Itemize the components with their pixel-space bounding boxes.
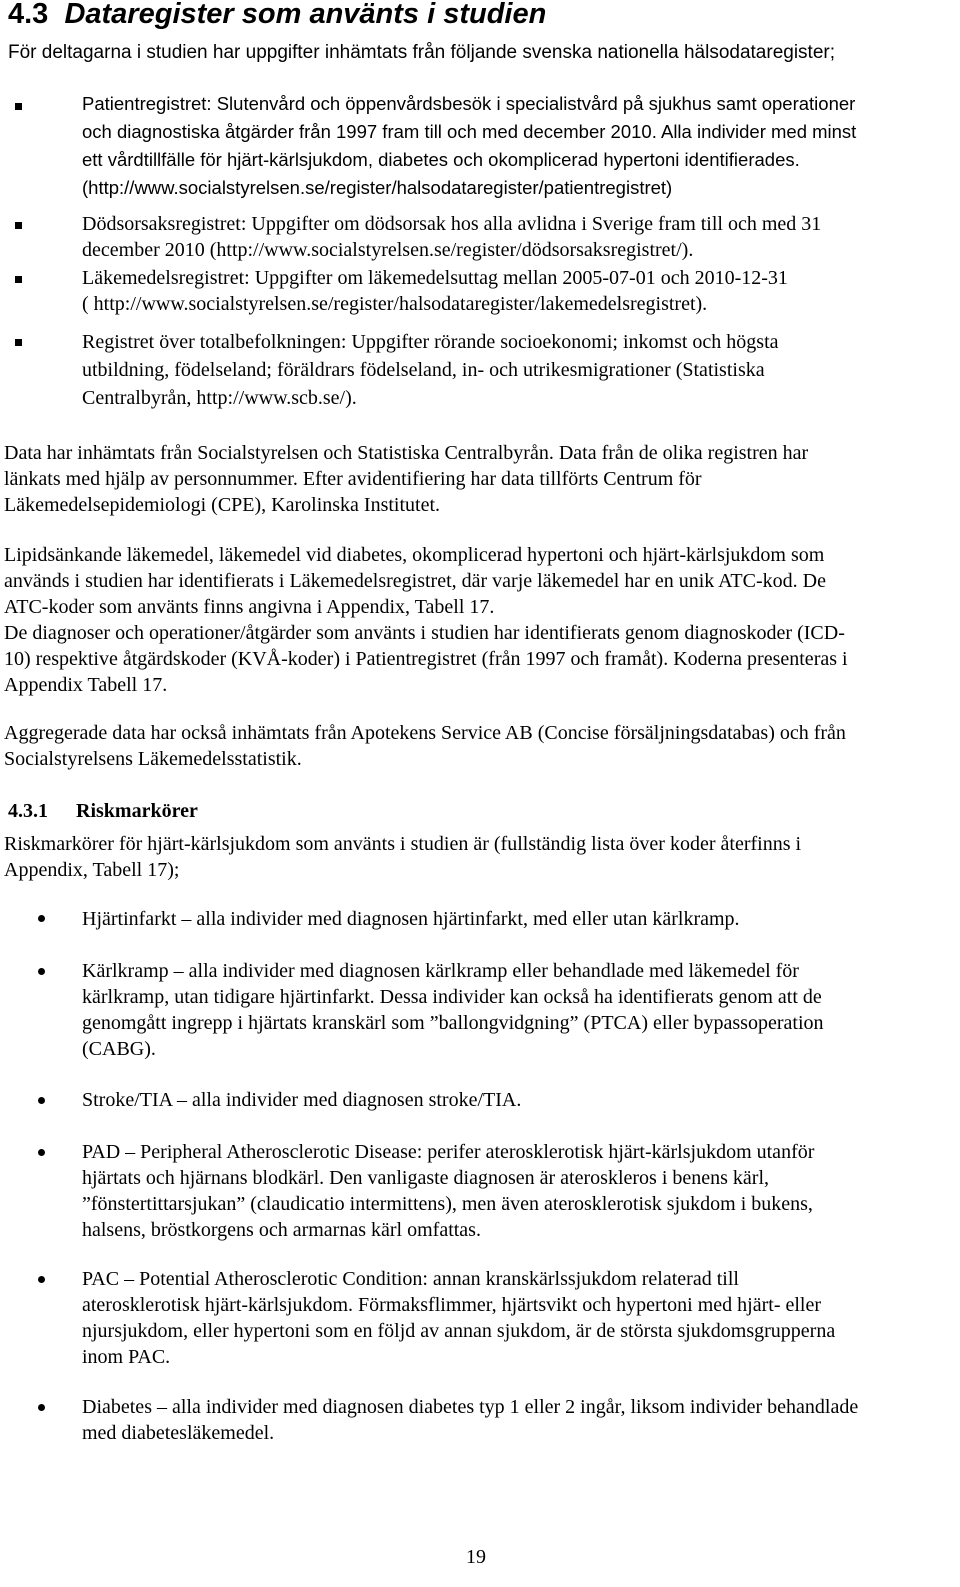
bullet-dot-icon xyxy=(38,1149,45,1156)
paragraph-atc-codes xyxy=(4,542,848,698)
bullet-dot-icon xyxy=(38,915,45,922)
bullet-dot-icon xyxy=(38,968,45,975)
section-heading xyxy=(8,0,546,31)
risk-line: hjärtats och hjärnans blodkärl. Den vanligaste diagnosen är ateroskleros i benens kärl, xyxy=(82,1167,770,1189)
subsection-title: Riskmarkörer xyxy=(76,800,198,822)
risk-line: med diabetesläkemedel. xyxy=(82,1422,275,1444)
bullet-dot-icon xyxy=(38,1404,45,1411)
bullet-square-icon xyxy=(15,222,22,229)
risk-line: Diabetes – alla individer med diagnosen diabetes typ 1 eller 2 ingår, liksom individer behandlade xyxy=(82,1396,859,1418)
risk-line: PAC – Potential Atherosclerotic Condition: annan kranskärlssjukdom relaterad till xyxy=(82,1268,739,1290)
paragraph-line: ATC-koder som använts finns angivna i Appendix, Tabell 17. xyxy=(4,596,495,618)
paragraph-line: används i studien har identifierats i Läkemedelsregistret, där varje läkemedel har en unik ATC-kod. De xyxy=(4,570,826,592)
risk-line: Kärlkramp – alla individer med diagnosen kärlkramp eller behandlade med läkemedel för xyxy=(82,960,799,982)
subsection-number: 4.3.1 xyxy=(8,800,48,822)
bullet-square-icon xyxy=(15,103,22,110)
risk-line: PAD – Peripheral Atherosclerotic Disease: perifer aterosklerotisk hjärt-kärlsjukdom utanför xyxy=(82,1141,815,1163)
bullet-square-icon xyxy=(15,276,22,283)
register-line: december 2010 (http://www.socialstyrelsen.se/register/dödsorsaksregistret/). xyxy=(82,239,694,261)
subsection-heading xyxy=(8,800,198,823)
risk-line: inom PAC. xyxy=(82,1346,171,1368)
paragraph-line: Appendix Tabell 17. xyxy=(4,674,168,696)
register-line: Patientregistret: Slutenvård och öppenvårdsbesök i specialistvård på sjukhus samt operationer xyxy=(82,93,856,114)
page-number: 19 xyxy=(466,1546,486,1568)
paragraph-line: Socialstyrelsens Läkemedelsstatistik. xyxy=(4,748,302,770)
paragraph-line: Data har inhämtats från Socialstyrelsen och Statistiska Centralbyrån. Data från de olika registren har xyxy=(4,442,809,464)
bullet-square-icon xyxy=(15,339,22,346)
risk-item-pac xyxy=(82,1266,835,1370)
risk-line: aterosklerotisk hjärt-kärlsjukdom. Förmaksflimmer, hjärtsvikt och hypertoni med hjärt- eller xyxy=(82,1294,822,1316)
risk-line: (CABG). xyxy=(82,1038,156,1060)
risk-line: halsens, bröstkorgens och armarnas kärl omfattas. xyxy=(82,1219,481,1241)
register-item-death xyxy=(82,211,821,263)
register-line: ( http://www.socialstyrelsen.se/register/halsodataregister/lakemedelsregistret). xyxy=(82,293,708,315)
section-title: Dataregister som använts i studien xyxy=(64,0,547,30)
risk-line: ”fönstertittarsjukan” (claudicatio intermittens), men även aterosklerotisk sjukdom i bukens, xyxy=(82,1193,813,1215)
register-line: Centralbyrån, http://www.scb.se/). xyxy=(82,387,357,409)
bullet-dot-icon xyxy=(38,1097,45,1104)
section-number: 4.3 xyxy=(8,0,49,30)
paragraph-line: 10) respektive åtgärdskoder (KVÅ-koder) i Patientregistret (från 1997 och framåt). Koderna presenteras i xyxy=(4,648,848,670)
register-item-drug xyxy=(82,265,788,317)
register-item-population xyxy=(82,328,779,412)
register-line: Registret över totalbefolkningen: Uppgifter rörande socioekonomi; inkomst och högsta xyxy=(82,331,779,353)
register-line: Läkemedelsregistret: Uppgifter om läkemedelsuttag mellan 2005-07-01 och 2010-12-31 xyxy=(82,267,788,289)
paragraph-line: Läkemedelsepidemiologi (CPE), Karolinska Institutet. xyxy=(4,494,441,516)
risk-line: Hjärtinfarkt – alla individer med diagnosen hjärtinfarkt, med eller utan kärlkramp. xyxy=(82,908,740,930)
risk-line: kärlkramp, utan tidigare hjärtinfarkt. Dessa individer kan också ha identifierats genom att de xyxy=(82,986,822,1008)
paragraph-line: De diagnoser och operationer/åtgärder som använts i studien har identifierats genom diagnoskoder (ICD- xyxy=(4,622,845,644)
register-line: (http://www.socialstyrelsen.se/register/halsodataregister/patientregistret) xyxy=(82,177,673,198)
register-line: Dödsorsaksregistret: Uppgifter om dödsorsak hos alla avlidna i Sverige fram till och med 31 xyxy=(82,213,822,235)
paragraph-line: länkats med hjälp av personnummer. Efter avidentifiering har data tillförts Centrum för xyxy=(4,468,702,490)
risk-item-heart-attack xyxy=(82,906,740,932)
paragraph-data-sources xyxy=(4,440,808,518)
risk-item-diabetes xyxy=(82,1394,858,1446)
paragraph-line: Lipidsänkande läkemedel, läkemedel vid diabetes, okomplicerad hypertoni och hjärt-kärlsjukdom som xyxy=(4,544,825,566)
paragraph-line: Aggregerade data har också inhämtats från Apotekens Service AB (Concise försäljningsdatabas) och från xyxy=(4,722,846,744)
risk-line: njursjukdom, eller hypertoni som en följd av annan sjukdom, är de största sjukdomsgrupperna xyxy=(82,1320,836,1342)
register-line: ett vårdtillfälle för hjärt-kärlsjukdom, diabetes och okomplicerad hypertoni identifierades. xyxy=(82,149,800,170)
register-line: utbildning, födelseland; föräldrars födelseland, in- och utrikesmigrationer (Statistiska xyxy=(82,359,765,381)
paragraph-line: Appendix, Tabell 17); xyxy=(4,859,180,881)
paragraph-line: Riskmarkörer för hjärt-kärlsjukdom som använts i studien är (fullständig lista över koder återfinns i xyxy=(4,833,802,855)
risk-item-angina xyxy=(82,958,824,1062)
intro-text: För deltagarna i studien har uppgifter inhämtats från följande svenska nationella hälsodataregister; xyxy=(8,42,836,63)
risk-item-pad xyxy=(82,1139,814,1243)
risk-line: Stroke/TIA – alla individer med diagnosen stroke/TIA. xyxy=(82,1089,522,1111)
register-line: och diagnostiska åtgärder från 1997 fram till och med december 2010. Alla individer med minst xyxy=(82,121,857,142)
risk-item-stroke xyxy=(82,1087,521,1113)
register-item-patient xyxy=(82,90,856,202)
risk-line: genomgått ingrepp i hjärtats kranskärl som ”ballongvidgning” (PTCA) eller bypassoperation xyxy=(82,1012,824,1034)
subsection-intro xyxy=(4,831,801,883)
bullet-dot-icon xyxy=(38,1276,45,1283)
paragraph-aggregated-data xyxy=(4,720,846,772)
